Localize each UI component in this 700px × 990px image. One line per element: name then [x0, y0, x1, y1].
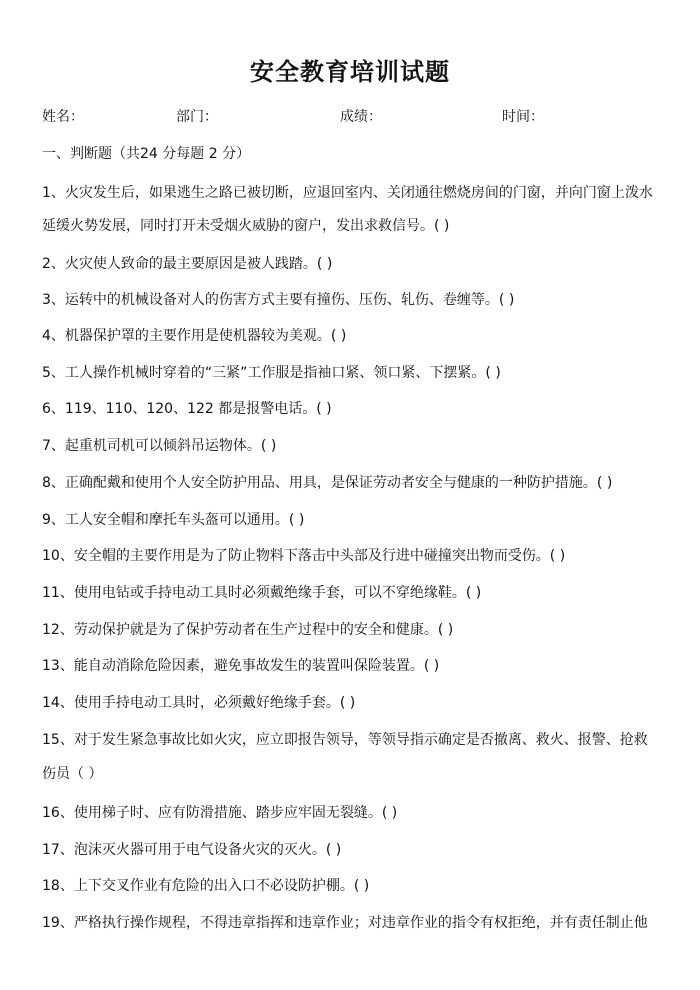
question-line: 19、严格执行操作规程，不得违章指挥和违章作业；对违章作业的指令有权拒绝，并有责任制止他	[42, 915, 648, 931]
question-line: 10、安全帽的主要作用是为了防止物料下落击中头部及行进中碰撞突出物而受伤。( )	[42, 548, 566, 564]
question-line: 11、使用电钻或手持电动工具时必须戴绝缘手套，可以不穿绝缘鞋。( )	[42, 585, 482, 601]
question-line: 14、使用手持电动工具时，必须戴好绝缘手套。( )	[42, 695, 356, 711]
score-label: 成绩：	[340, 109, 382, 125]
question-line: 8、正确配戴和使用个人安全防护用品、用具，是保证劳动者安全与健康的一种防护措施。( )	[42, 475, 613, 491]
question-line: 7、起重机司机可以倾斜吊运物体。( )	[42, 438, 277, 454]
question-line: 9、工人安全帽和摩托车头盔可以通用。( )	[42, 512, 305, 528]
question-line: 13、能自动消除危险因素，避免事故发生的装置叫保险装置。( )	[42, 658, 440, 674]
section-heading: 一、判断题（共24 分每题 2 分）	[42, 146, 251, 162]
question-line: 17、泡沫灭火器可用于电气设备火灾的灭火。( )	[42, 842, 342, 858]
question-line: 伤员（ ）	[42, 766, 103, 782]
info-row	[0, 103, 700, 131]
question-line: 延缓火势发展，同时打开未受烟火威胁的窗户，发出求救信号。( )	[42, 218, 450, 234]
question-line: 6、119、110、120、122 都是报警电话。( )	[42, 401, 332, 417]
question-line: 16、使用梯子时、应有防滑措施、踏步应牢固无裂缝。( )	[42, 805, 398, 821]
page-title: 安全教育培训试题	[250, 58, 450, 86]
question-line: 2、火灾使人致命的最主要原因是被人践踏。( )	[42, 256, 333, 272]
question-line: 1、火灾发生后，如果逃生之路已被切断，应退回室内、关闭通往燃烧房间的门窗，并向门窗上泼水	[42, 185, 653, 201]
question-line: 5、工人操作机械时穿着的“三紧”工作服是指袖口紧、领口紧、下摆紧。( )	[42, 365, 501, 381]
time-label: 时间：	[502, 109, 544, 125]
name-label: 姓名：	[42, 109, 84, 125]
question-line: 4、机器保护罩的主要作用是使机器较为美观。( )	[42, 328, 347, 344]
question-line: 18、上下交叉作业有危险的出入口不必设防护棚。( )	[42, 878, 370, 894]
question-line: 3、运转中的机械设备对人的伤害方式主要有撞伤、压伤、轧伤、卷缠等。( )	[42, 292, 515, 308]
dept-label: 部门：	[176, 109, 218, 125]
question-line: 15、对于发生紧急事故比如火灾，应立即报告领导，等领导指示确定是否撤离、救火、报警、抢救	[42, 732, 648, 748]
question-line: 12、劳动保护就是为了保护劳动者在生产过程中的安全和健康。( )	[42, 622, 454, 638]
